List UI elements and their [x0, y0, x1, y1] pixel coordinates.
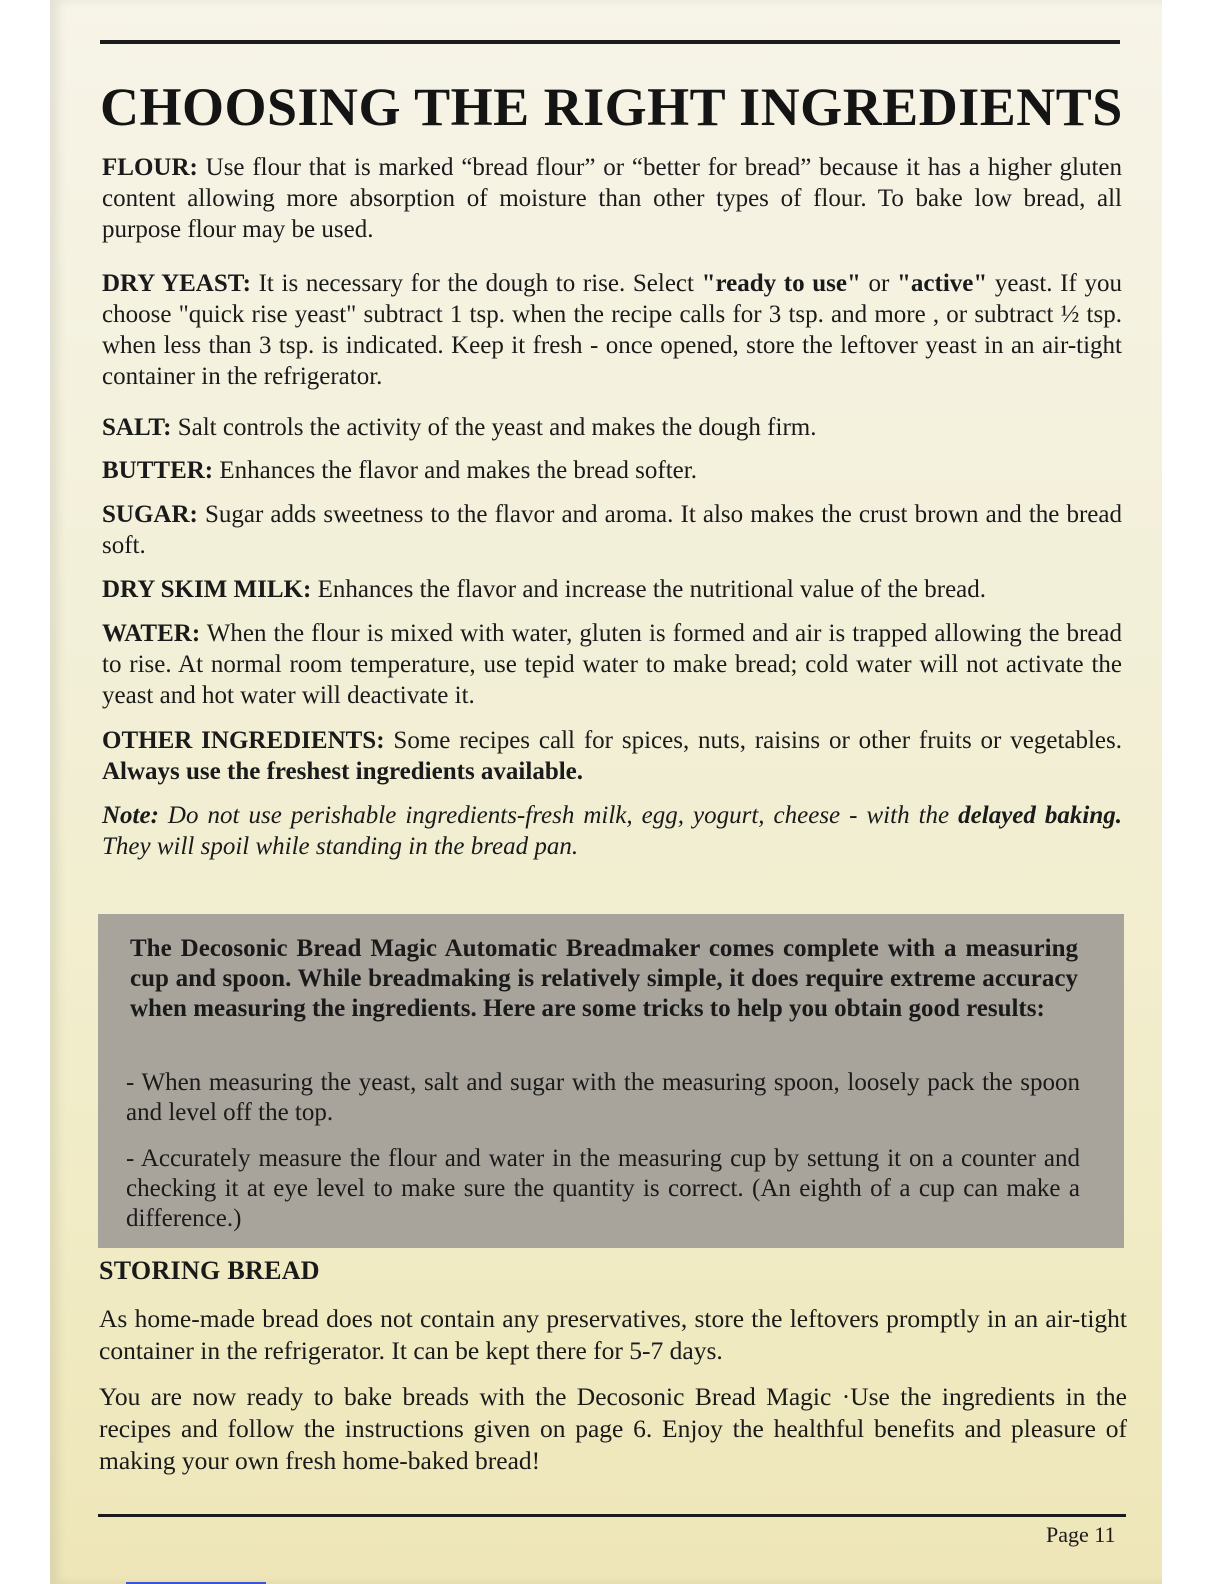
- butter-label: BUTTER:: [102, 457, 214, 484]
- note-text-2: They will spoil while standing in the bread pan.: [102, 833, 579, 860]
- dry-skim-milk-section: [102, 574, 1122, 605]
- flour-section: [102, 152, 1122, 245]
- dry-yeast-text-3: yeast. If you choose "quick rise yeast" subtract 1 tsp. when the recipe calls for 3 tsp. and more , or subtract ½ tsp. when less than 3 tsp. is indicated. Keep it fresh - once opened, store the leftover yeast in an air-tight container in the refrigerator.: [102, 270, 1122, 390]
- other-ingredients-section: [102, 725, 1122, 787]
- note-label: Note:: [102, 802, 159, 829]
- freshest-ingredients-text: Always use the freshest ingredients available.: [102, 758, 584, 785]
- flour-text: Use flour that is marked “bread flour” or “better for bread” because it has a higher gluten content allowing more absorption of moisture than other types of flour. To bake low bread, all purpose flour may be used.: [102, 154, 1122, 243]
- other-ingredients-label: OTHER INGREDIENTS:: [102, 727, 385, 754]
- dry-skim-milk-label: DRY SKIM MILK:: [102, 576, 312, 603]
- water-section: [102, 618, 1122, 711]
- note-text: Do not use perishable ingredients-fresh milk, egg, yogurt, cheese - with the: [158, 802, 959, 829]
- page-number: Page 11: [1046, 1522, 1116, 1547]
- water-text: When the flour is mixed with water, gluten is formed and air is trapped allowing the bread to rise. At normal room temperature, use tepid water to make bread; cold water will not activate the yeast and hot water will deactivate it.: [102, 620, 1122, 709]
- page-title: CHOOSING THE RIGHT INGREDIENTS: [100, 77, 1123, 137]
- tips-intro: The Decosonic Bread Magic Automatic Breadmaker comes complete with a measuring cup and spoon. While breadmaking is relatively simple, it does require extreme accuracy when measuring the ingredients. Here are some tricks to help you obtain good results:: [130, 935, 1078, 1022]
- dry-yeast-label: DRY YEAST:: [102, 270, 251, 297]
- salt-text: Salt controls the activity of the yeast and makes the dough firm.: [171, 414, 817, 441]
- salt-section: [102, 412, 1122, 443]
- flour-label: FLOUR:: [102, 154, 198, 181]
- butter-text: Enhances the flavor and makes the bread softer.: [213, 457, 697, 484]
- tips-box: [98, 914, 1124, 1248]
- storing-bread-heading: STORING BREAD: [99, 1256, 320, 1285]
- dry-yeast-section: [102, 268, 1122, 392]
- dry-yeast-text-1: It is necessary for the dough to rise. Select: [250, 270, 702, 297]
- dry-yeast-ready-to-use: "ready to use": [701, 270, 861, 297]
- tip-measuring-cup: - Accurately measure the flour and water in the measuring cup by settung it on a counter and checking it at eye level to make sure the quantity is correct. (An eighth of a cup can make a difference.): [126, 1145, 1080, 1232]
- other-ingredients-text: Some recipes call for spices, nuts, raisins or other fruits or vegetables.: [384, 727, 1123, 754]
- storing-bread-paragraph: As home-made bread does not contain any preservatives, store the leftovers promptly in an air-tight container in the refrigerator. It can be kept there for 5-7 days.: [99, 1304, 1127, 1365]
- tip-measuring-spoon: - When measuring the yeast, salt and sugar with the measuring spoon, loosely pack the spoon and level off the top.: [126, 1069, 1080, 1126]
- delayed-baking-text: delayed baking.: [958, 802, 1123, 829]
- water-label: WATER:: [102, 620, 201, 647]
- butter-section: [102, 455, 1122, 486]
- top-rule: [100, 40, 1120, 44]
- bottom-rule: [98, 1514, 1126, 1517]
- closing-paragraph: You are now ready to bake breads with the Decosonic Bread Magic ·Use the ingredients in the recipes and follow the instructions given on page 6. Enjoy the healthful benefits and pleasure of making your own fresh home-baked bread!: [99, 1382, 1127, 1475]
- dry-yeast-text-2: or: [860, 270, 898, 297]
- sugar-text: Sugar adds sweetness to the flavor and aroma. It also makes the crust brown and the bread soft.: [102, 501, 1122, 559]
- dry-skim-milk-text: Enhances the flavor and increase the nutritional value of the bread.: [311, 576, 987, 603]
- note-section: [102, 800, 1122, 862]
- salt-label: SALT:: [102, 414, 172, 441]
- sugar-label: SUGAR:: [102, 501, 198, 528]
- dry-yeast-active: "active": [897, 270, 988, 297]
- sugar-section: [102, 499, 1122, 561]
